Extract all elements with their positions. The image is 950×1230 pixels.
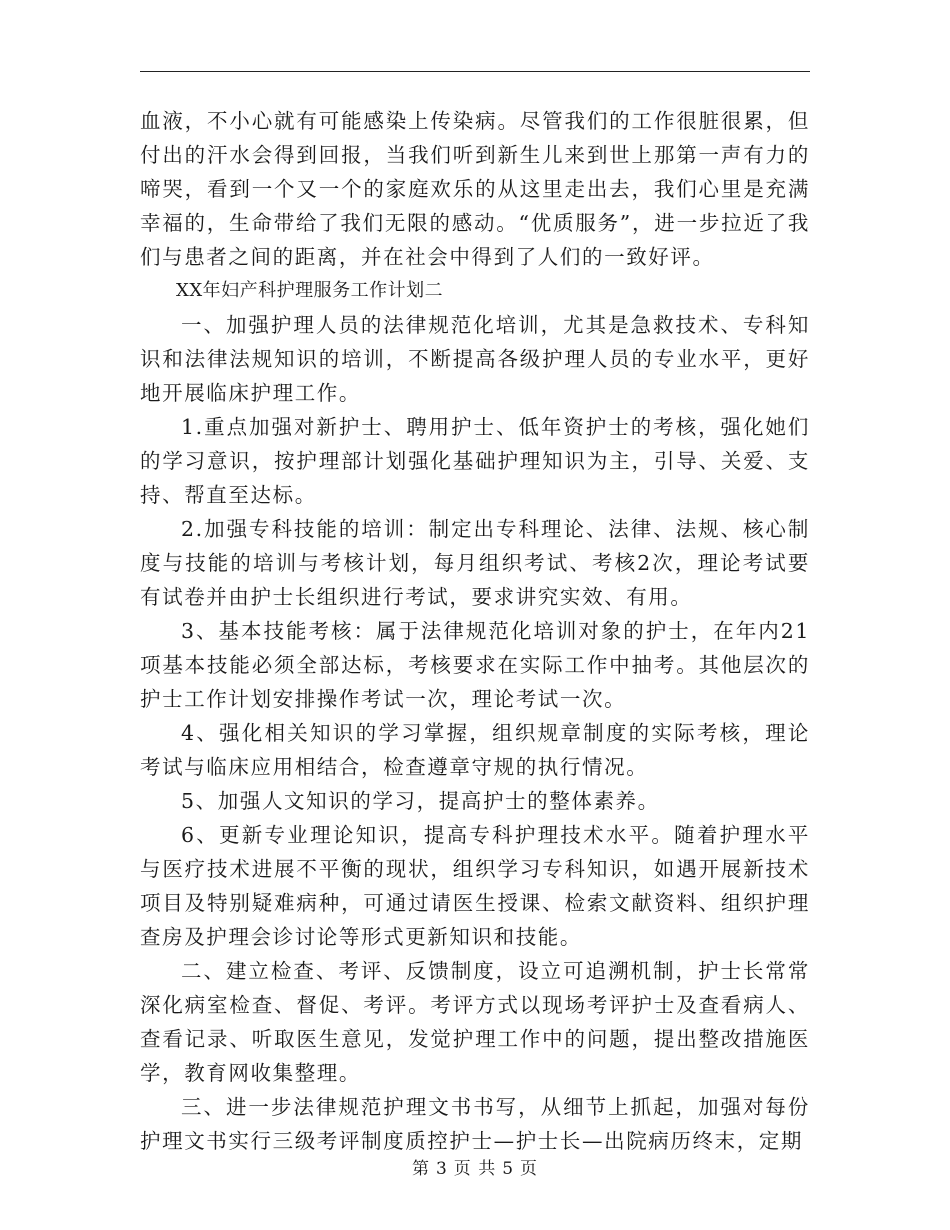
document-body (140, 104, 810, 1158)
paragraph-4: 1.重点加强对新护士、聘用护士、低年资护士的考核，强化她们的学习意识，按护理部计划强化基础护理知识为主，引导、关爱、支持、帮直至达标。 (140, 415, 810, 507)
footer-suffix: 页 (520, 1159, 539, 1179)
footer-middle: 页 共 (453, 1159, 497, 1179)
footer-page-number: 3 (435, 1159, 448, 1179)
paragraph-1: 血液，不小心就有可能感染上传染病。尽管我们的工作很脏很累，但付出的汗水会得到回报，当我们听到新生儿来到世上那第一声有力的啼哭，看到一个又一个的家庭欢乐的从这里走出去，我们心里是充满幸福的，生命带给了我们无限的感动。“优质服务”，进一步拉近了我们与患者之间的距离，并在社会中得到了人们的一致好评。 (140, 109, 810, 269)
paragraph-11: 三、进一步法律规范护理文书书写，从细节上抓起，加强对每份护理文书实行三级考评制度质控护士—护士长—出院病历终末，定期 (140, 1095, 810, 1153)
paragraph-7: 4、强化相关知识的学习掌握，组织规章制度的实际考核，理论考试与临床应用相结合，检查遵章守规的执行情况。 (140, 721, 810, 779)
paragraph-3: 一、加强护理人员的法律规范化培训，尤其是急救技术、专科知识和法律法规知识的培训，不断提高各级护理人员的专业水平，更好地开展临床护理工作。 (140, 313, 810, 405)
paragraph-6: 3、基本技能考核：属于法律规范化培训对象的护士，在年内21项基本技能必须全部达标，考核要求在实际工作中抽考。其他层次的护士工作计划安排操作考试一次，理论考试一次。 (140, 619, 810, 711)
paragraph-9: 6、更新专业理论知识，提高专科护理技术水平。随着护理水平与医疗技术进展不平衡的现状，组织学习专科知识，如遇开展新技术项目及特别疑难病种，可通过请医生授课、检索文献资料、组织护理查房及护理会诊讨论等形式更新知识和技能。 (140, 823, 810, 949)
paragraph-10: 二、建立检查、考评、反馈制度，设立可追溯机制，护士长常常深化病室检查、督促、考评。考评方式以现场考评护士及查看病人、查看记录、听取医生意见，发觉护理工作中的问题，提出整改措施医学，教育网收集整理。 (140, 959, 810, 1085)
header-rule (140, 71, 810, 72)
page-footer (0, 1154, 950, 1179)
footer-prefix: 第 (411, 1159, 430, 1179)
paragraph-5: 2.加强专科技能的培训：制定出专科理论、法律、法规、核心制度与技能的培训与考核计划，每月组织考试、考核2次，理论考试要有试卷并由护士长组织进行考试，要求讲究实效、有用。 (140, 517, 810, 609)
paragraph-8: 5、加强人文知识的学习，提高护士的整体素养。 (181, 789, 660, 813)
footer-total-pages: 5 (502, 1159, 515, 1179)
section-heading: XX年妇产科护理服务工作计划二 (176, 280, 444, 301)
